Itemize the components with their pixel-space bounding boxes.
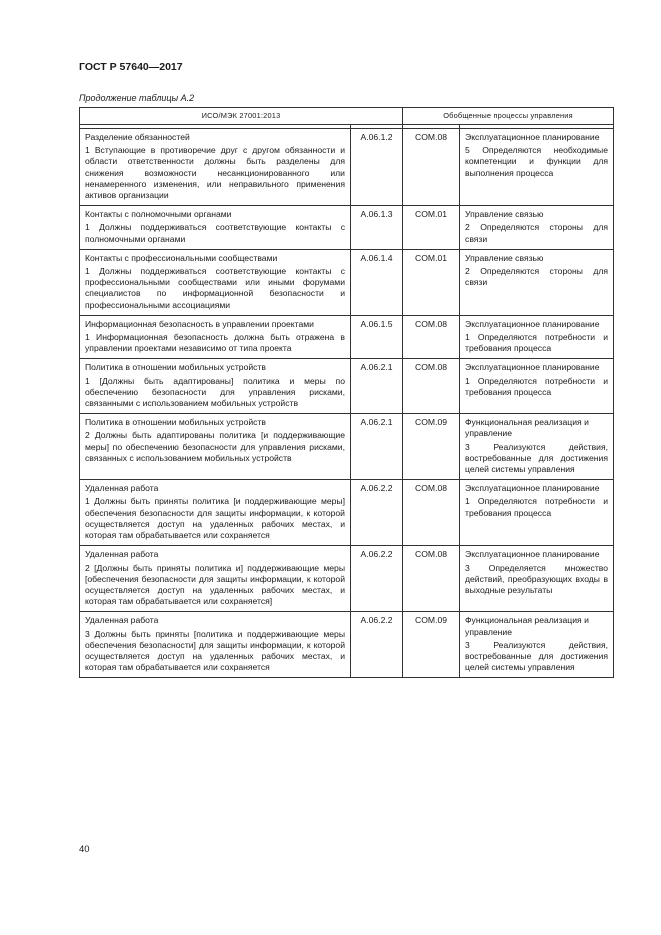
process-text: 1 Определяются потребности и требования процесса — [465, 375, 609, 397]
table-row — [80, 315, 614, 359]
table-header-row — [80, 108, 614, 125]
process-name: Эксплуатационное планирование — [465, 362, 600, 373]
requirement-cell — [80, 612, 351, 678]
requirement-title: Удаленная работа — [85, 483, 159, 494]
requirement-cell — [80, 546, 351, 612]
process-code: COM.08 — [403, 546, 460, 612]
requirement-cell — [80, 249, 351, 315]
process-cell — [460, 315, 614, 359]
table-row — [80, 249, 614, 315]
control-id: A.06.1.3 — [351, 206, 403, 250]
process-code: COM.01 — [403, 206, 460, 250]
table-row — [80, 129, 614, 206]
requirement-text: 3 Должны быть приняты [политика и поддерживающие меры обеспечения безопасности] для защиты информации, к которой осуществляется доступ на удаленных рабочих местах, и которая там обрабатывается или сохраняется — [85, 628, 345, 673]
process-name: Функциональная реализация и управление — [465, 417, 589, 439]
process-text: 2 Определяются стороны для связи — [465, 222, 609, 244]
process-text: 2 Определяются стороны для связи — [465, 266, 609, 288]
process-cell — [460, 612, 614, 678]
process-text: 1 Определяются потребности и требования процесса — [465, 332, 609, 354]
document-id: ГОСТ Р 57640—2017 — [79, 61, 183, 73]
requirement-cell — [80, 129, 351, 206]
requirement-cell — [80, 414, 351, 480]
processes-column-header: Обобщенные процессы управления — [403, 108, 614, 125]
process-code: COM.08 — [403, 359, 460, 414]
process-name: Управление связью — [465, 209, 544, 220]
control-id: A.06.2.2 — [351, 546, 403, 612]
process-name: Эксплуатационное планирование — [465, 549, 600, 560]
process-text: 5 Определяются необходимые компетенции и функции для выполнения процесса — [465, 145, 609, 178]
table-row — [80, 414, 614, 480]
requirement-text: 1 Должны поддерживаться соответствующие контакты с полномочными органами — [85, 222, 345, 244]
requirement-text: 1 [Должны быть адаптированы] политика и меры по обеспечению безопасности для управления рисками, связанными с использованием мобильных устройств — [85, 375, 345, 409]
process-name: Эксплуатационное планирование — [465, 483, 600, 494]
process-cell — [460, 480, 614, 546]
process-text: 3 Реализуются действия, востребованные для достижения целей системы управления — [465, 441, 609, 475]
process-text: 3 Реализуются действия, востребованные для достижения целей системы управления — [465, 639, 609, 673]
control-id: A.06.2.1 — [351, 414, 403, 480]
requirement-cell — [80, 315, 351, 359]
control-id: A.06.2.2 — [351, 480, 403, 546]
requirement-text: 1 Должны поддерживаться соответствующие контакты с профессиональными сообществами или иными форумами специалистов по информационной безопасности и профессиональными ассоциациями — [85, 266, 345, 310]
requirement-text: 2 Должны быть адаптированы политика [и поддерживающие меры] по обеспечению безопасности для управления рисками, связанных с использованием мобильных устройств — [85, 430, 345, 463]
requirement-cell — [80, 359, 351, 414]
process-code: COM.09 — [403, 612, 460, 678]
requirement-cell — [80, 480, 351, 546]
process-cell — [460, 359, 614, 414]
process-name: Функциональная реализация и управление — [465, 615, 589, 637]
process-name: Эксплуатационное планирование — [465, 318, 600, 329]
process-text: 1 Определяются потребности и требования процесса — [465, 496, 609, 518]
requirement-title: Разделение обязанностей — [85, 132, 190, 142]
requirement-text: 2 [Должны быть приняты политика и] поддерживающие меры [обеспечения безопасности для защиты информации, к которой осуществляется доступ на удаленных рабочих местах, и которая там обрабатывается или сохраняется] — [85, 562, 345, 607]
requirement-cell — [80, 206, 351, 250]
process-cell — [460, 414, 614, 480]
page-number: 40 — [79, 844, 90, 855]
process-code: COM.08 — [403, 129, 460, 206]
table-row — [80, 612, 614, 678]
control-id: A.06.1.2 — [351, 129, 403, 206]
table-caption: Продолжение таблицы А.2 — [79, 93, 195, 103]
process-code: COM.08 — [403, 480, 460, 546]
requirement-text: 1 Должны быть приняты политика [и поддерживающие меры] обеспечения безопасности для защиты информации, к которой осуществляется доступ на удаленных рабочих местах, и которая там обрабатывается или сохраняется — [85, 496, 345, 541]
control-id: A.06.2.2 — [351, 612, 403, 678]
requirement-title: Политика в отношении мобильных устройств — [85, 362, 266, 373]
control-id: A.06.2.1 — [351, 359, 403, 414]
process-code: COM.01 — [403, 249, 460, 315]
table-row — [80, 546, 614, 612]
process-cell — [460, 249, 614, 315]
requirement-title: Информационная безопасность в управлении проектами — [85, 318, 314, 329]
mapping-table — [79, 107, 614, 678]
requirement-title: Политика в отношении мобильных устройств — [85, 417, 266, 428]
requirement-text: 1 Информационная безопасность должна быть отражена в управлении проектами независимо от типа проекта — [85, 332, 345, 354]
process-cell — [460, 546, 614, 612]
process-name: Управление связью — [465, 252, 544, 263]
iso-iec-column-header: ИСО/МЭК 27001:2013 — [80, 108, 403, 125]
requirement-title: Контакты с полномочными органами — [85, 209, 232, 220]
process-cell — [460, 129, 614, 206]
requirement-text: 1 Вступающие в противоречие друг с другом обязанности и области ответственности должны быть разделены для снижения возможности несанкционированного или ненамеренного изменения, или неправильного применения активов организации — [85, 145, 345, 201]
process-name: Эксплуатационное планирование — [465, 132, 600, 142]
requirement-title: Удаленная работа — [85, 549, 159, 560]
requirement-title: Контакты с профессиональными сообществами — [85, 252, 278, 263]
process-cell — [460, 206, 614, 250]
table-row — [80, 206, 614, 250]
table-row — [80, 359, 614, 414]
control-id: A.06.1.5 — [351, 315, 403, 359]
process-text: 3 Определяется множество действий, преобразующих входы в выходные результаты — [465, 562, 609, 595]
table-row — [80, 480, 614, 546]
process-code: COM.08 — [403, 315, 460, 359]
requirement-title: Удаленная работа — [85, 615, 159, 626]
control-id: A.06.1.4 — [351, 249, 403, 315]
process-code: COM.09 — [403, 414, 460, 480]
